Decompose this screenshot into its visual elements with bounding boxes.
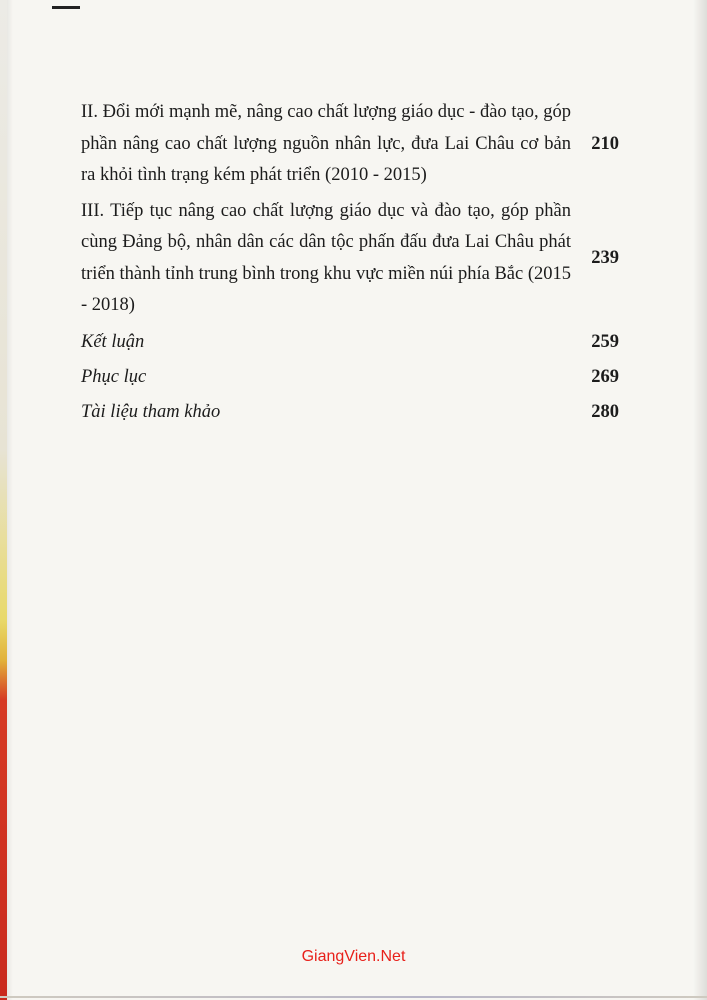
toc-entry-section-2[interactable] [81,97,619,192]
toc-entry-title: Phục lục [81,366,147,387]
book-spine-edge [0,0,7,1000]
toc-entry-page-number: 239 [591,247,619,268]
toc-entry-page-number: 210 [591,133,619,154]
toc-entry-page-number: 259 [591,331,619,352]
page-gutter-shadow [7,0,13,1000]
toc-entry-references[interactable] [81,397,619,427]
toc-entry-title: III. Tiếp tục nâng cao chất lượng giáo dục và đào tạo, góp phần cùng Đảng bộ, nhân dân các dân tộc phấn đấu đưa Lai Châu phát triển thành tỉnh trung bình trong khu vực miền núi phía Bắc (2015 - 2018) [81,200,571,315]
toc-entry-section-3[interactable] [81,196,619,322]
toc-entry-appendix[interactable] [81,362,619,392]
toc-entry-page-number: 269 [591,366,619,387]
toc-entry-title: Tài liệu tham khảo [81,401,221,422]
page-bottom-edge [0,996,707,998]
toc-entry-page-number: 280 [591,401,619,422]
watermark-text: GiangVien.Net [301,948,406,965]
page-edge-shadow [693,0,707,1000]
toc-entry-conclusion[interactable] [81,327,619,357]
toc-entry-title: II. Đổi mới mạnh mẽ, nâng cao chất lượng giáo dục - đào tạo, góp phần nâng cao chất lượng nguồn nhân lực, đưa Lai Châu cơ bản ra khỏi tình trạng kém phát triển (2010 - 2015) [81,102,571,185]
table-of-contents [81,97,619,427]
toc-entry-title: Kết luận [81,331,145,352]
scan-mark [52,6,80,9]
